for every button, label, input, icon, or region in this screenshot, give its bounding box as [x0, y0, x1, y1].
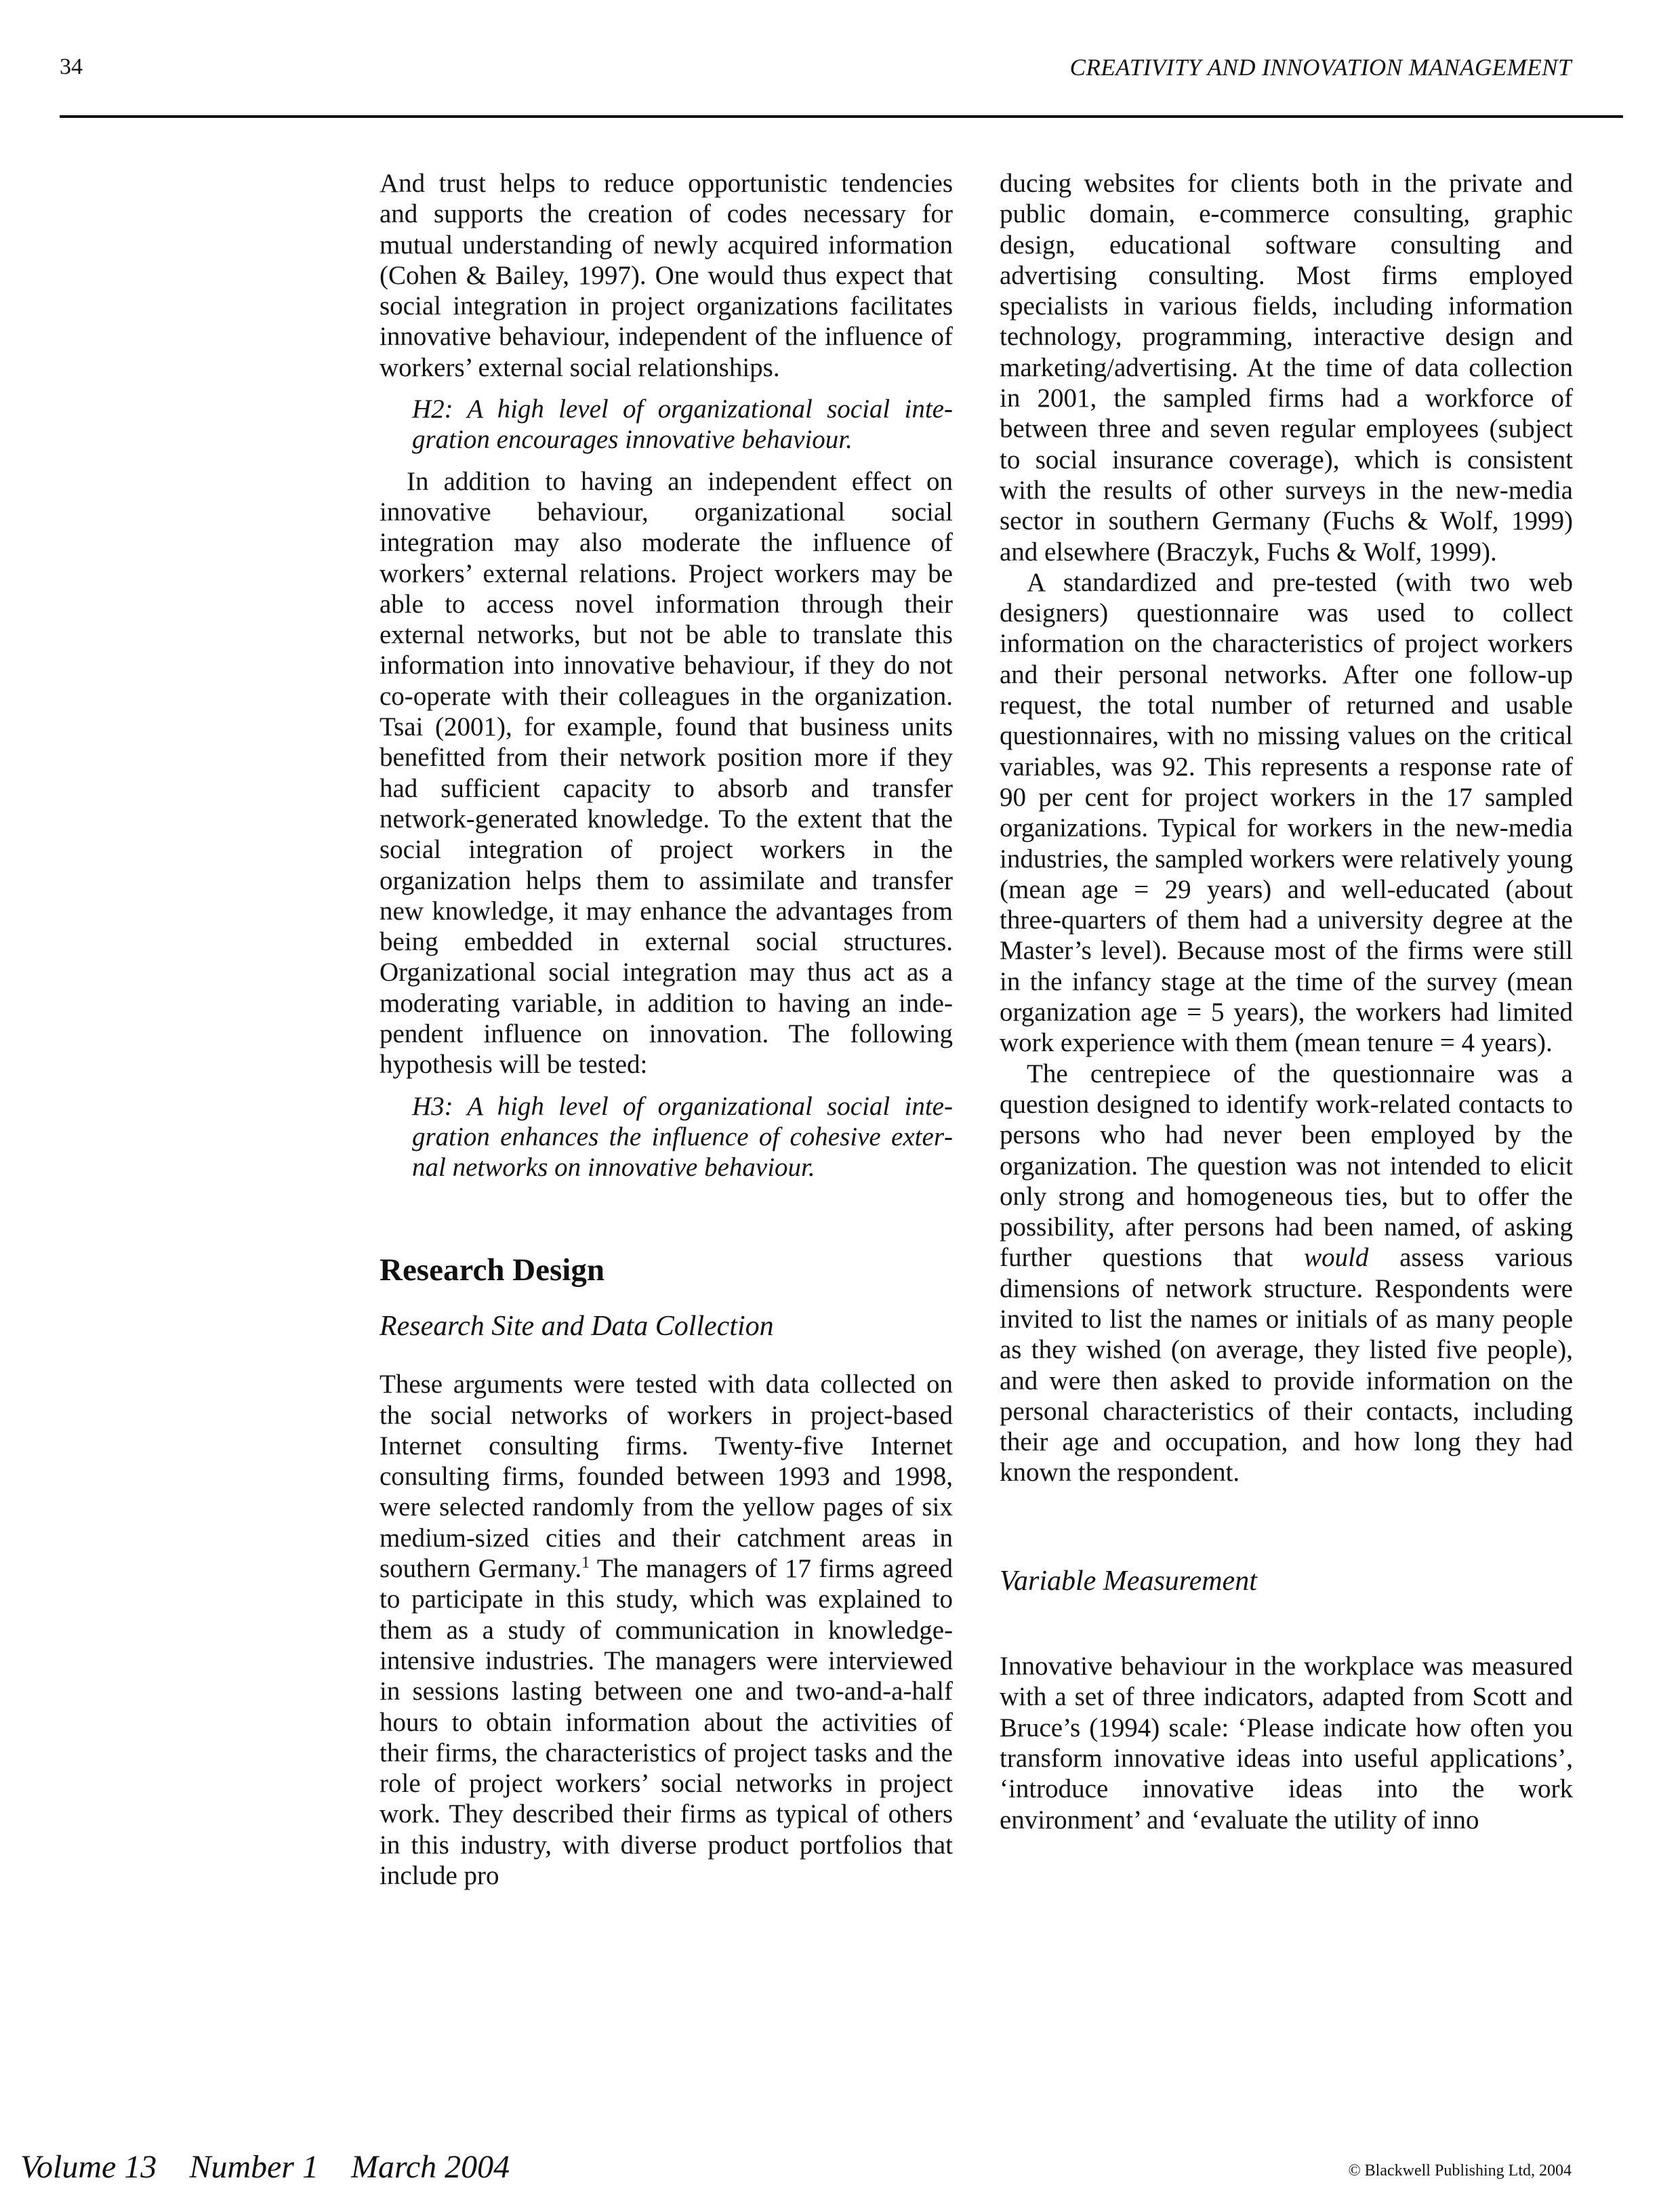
left-paragraph-2: In addition to having an independent effect on innovative behaviour, organizational social integration may also moderate the influence of workers’ external relations. Project workers may be able to access novel information through their external networks, but not be able to translate this information into innovative behaviour, if they do not co-operate with their colleagues in the organization. Tsai (2001), for example, found that business units benefitted from their network position more if they had sufficient capacity to absorb and transfer network-generated knowledge. To the extent that the social integration of project workers in the organization helps them to assimilate and transfer new knowledge, it may enhance the advantages from being embedded in external social structures. Organizational social integration may thus act as a moderating variable, in addition to having an independent influence on innovation. The following hypothesis will be tested: — [380, 466, 953, 1080]
footnote-marker: 1 — [581, 1554, 590, 1572]
page-number: 34 — [60, 54, 83, 79]
header-rule — [60, 115, 1623, 118]
right-column — [1000, 168, 1573, 1835]
right-paragraph-3 — [1000, 1059, 1573, 1488]
hypothesis-h2: H2: A high level of organizational social integration encourages innovative behaviour. — [412, 394, 953, 455]
hypothesis-h3: H3: A high level of organizational social integration enhances the influence of cohesive external networks on innovative behaviour. — [412, 1091, 953, 1183]
right-paragraph-2: A standardized and pre-tested (with two web designers) questionnaire was used to collect information on the characteristics of project workers and their personal networks. After one follow-up request, the total number of returned and usable questionnaires, with no missing values on the critical variables, was 92. This represents a response rate of 90 per cent for project workers in the 17 sampled organizations. Typical for workers in the new-media industries, the sampled workers were relatively young (mean age = 29 years) and well-educated (about three-quarters of them had a university degree at the Master’s level). Because most of the firms were still in the infancy stage at the time of the survey (mean organization age = 5 years), the workers had limited work experience with them (mean tenure = 4 years). — [1000, 567, 1573, 1058]
footer-volume: Volume 13 — [20, 2149, 157, 2185]
left-paragraph-3 — [380, 1369, 953, 1891]
footer-copyright: © Blackwell Publishing Ltd, 2004 — [1348, 2162, 1572, 2180]
section-heading-research-design: Research Design — [380, 1252, 605, 1288]
footer-issue-info — [20, 2148, 542, 2186]
paragraph-text: The managers of 17 firms agreed to participate in this study, which was explained to them as a study of communication in knowledge-intensive industries. The managers were interviewed in sessions lasting between one and two-and-a-half hours to obtain information about the activities of their firms, the characteristics of project tasks and the role of project workers’ social networks in project work. They described their firms as typical of others in this industry, with diverse product portfolios that include pro — [380, 1554, 953, 1891]
paragraph-text: These arguments were tested with data collected on the social networks of workers in project-based Internet consulting firms. Twenty-five Internet consulting firms, founded between 1993 and 1998, were selected randomly from the yellow pages of six medium-sized cities and their catchment areas in southern Germany. — [380, 1370, 953, 1584]
paragraph-text: The centrepiece of the questionnaire was a question designed to identify work-related contacts to persons who had never been employed by the organization. The question was not intended to elicit only strong and homogeneous ties, but to offer the possibility, after persons had been named, of asking further questions that — [1000, 1059, 1573, 1273]
footer-date: March 2004 — [350, 2149, 510, 2185]
left-paragraph-1: And trust helps to reduce opportunistic tendencies and supports the creation of codes necessary for mutual understanding of newly acquired information (Cohen & Bailey, 1997). One would thus expect that social integration in project organizations facilitates innovative behaviour, independent of the influence of workers’ external social relationships. — [380, 169, 953, 382]
subsection-heading-research-site: Research Site and Data Collection — [380, 1310, 774, 1342]
right-paragraph-1: ducing websites for clients both in the private and public domain, e-commerce consulting, graphic design, educational software consulting and advertising consulting. Most firms employed specialists in various fields, including information technology, programming, interactive design and marketing/advertising. At the time of data collection in 2001, the sampled firms had a workforce of between three and seven regular employees (subject to social insurance coverage), which is consistent with the results of other surveys in the new-media sector in southern Germany (Fuchs & Wolf, 1999) and elsewhere (Braczyk, Fuchs & Wolf, 1999). — [1000, 169, 1573, 567]
footer-number: Number 1 — [189, 2149, 319, 2185]
emphasis-text: would — [1304, 1243, 1369, 1273]
right-paragraph-4: Innovative behaviour in the workplace was measured with a set of three indicators, adapted from Scott and Bruce’s (1994) scale: ‘Please indicate how often you transform innovative ideas into useful applications’, ‘introduce innovative ideas into the work environment’ and ‘evaluate the utility of inno — [1000, 1652, 1573, 1835]
running-head: CREATIVITY AND INNOVATION MANAGEMENT — [1069, 54, 1572, 81]
left-column — [380, 168, 953, 1891]
paragraph-text: assess various dimensions of network structure. Respondents were invited to list the names or initials of as many people as they wished (on average, they listed five people), and were then asked to provide information on the personal characteristics of their contacts, including their age and occupation, and how long they had known the respondent. — [1000, 1243, 1573, 1488]
subsection-heading-variable-measurement: Variable Measurement — [1000, 1565, 1257, 1597]
